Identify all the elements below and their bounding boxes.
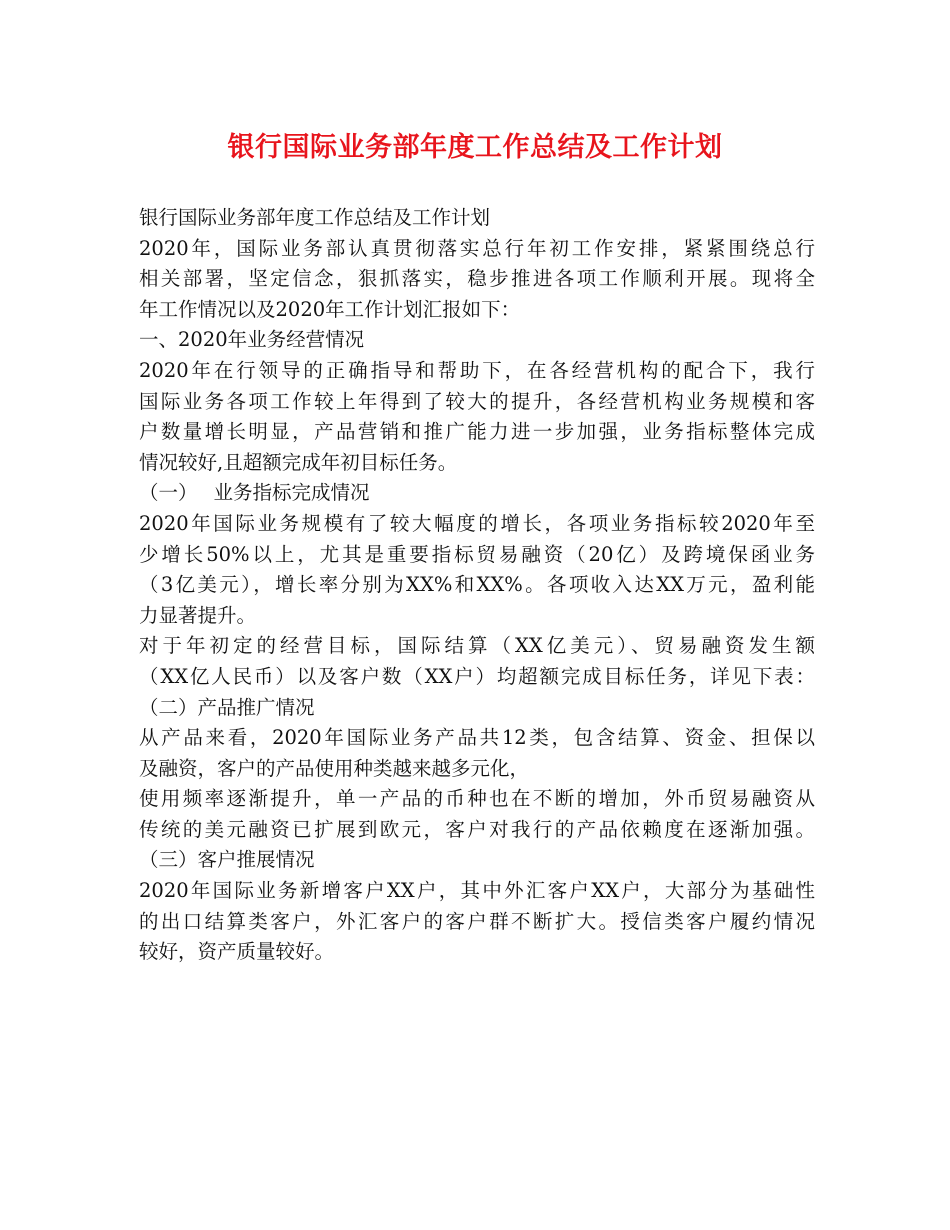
body-line: 的出口结算类客户，外汇客户的客户群不断扩大。授信类客户履约情况 — [139, 909, 815, 933]
body-line: （三）客户推展情况 — [139, 848, 315, 872]
body-line: 年工作情况以及2020年工作计划汇报如下： — [139, 297, 521, 321]
body-line: 少增长50%以上，尤其是重要指标贸易融资（20亿）及跨境保函业务 — [139, 542, 815, 566]
body-line: 及融资，客户的产品使用种类越来越多元化， — [139, 756, 530, 780]
body-line: 2020年国际业务规模有了较大幅度的增长，各项业务指标较2020年至 — [139, 511, 815, 535]
body-line: 从产品来看，2020年国际业务产品共12类，包含结算、资金、担保以 — [139, 726, 815, 750]
document-body — [139, 203, 815, 968]
body-line: 较好，资产质量较好。 — [139, 940, 335, 964]
body-line: 2020年国际业务新增客户XX户，其中外汇客户XX户，大部分为基础性 — [139, 879, 815, 903]
body-line: 户数量增长明显，产品营销和推广能力进一步加强，业务指标整体完成 — [139, 420, 815, 444]
body-line: 2020年在行领导的正确指导和帮助下，在各经营机构的配合下，我行 — [139, 358, 815, 382]
body-line: （XX亿人民币）以及客户数（XX户）均超额完成目标任务，详见下表： — [139, 664, 815, 688]
body-line: 使用频率逐渐提升，单一产品的币种也在不断的增加，外币贸易融资从 — [139, 787, 815, 811]
document-title: 银行国际业务部年度工作总结及工作计划 — [227, 132, 723, 163]
body-line: 银行国际业务部年度工作总结及工作计划 — [139, 206, 491, 229]
body-line: 一、2020年业务经营情况 — [139, 328, 365, 352]
body-line: 国际业务各项工作较上年得到了较大的提升，各经营机构业务规模和客 — [139, 389, 815, 413]
body-line: 2020年，国际业务部认真贯彻落实总行年初工作安排，紧紧围绕总行 — [139, 236, 815, 260]
body-line: 传统的美元融资已扩展到欧元，客户对我行的产品依赖度在逐渐加强。 — [139, 817, 815, 841]
body-line: （3亿美元），增长率分别为XX%和XX%。各项收入达XX万元，盈利能 — [139, 573, 815, 597]
body-line: 对于年初定的经营目标，国际结算（XX亿美元）、贸易融资发生额 — [139, 634, 815, 658]
body-line: 情况较好,且超额完成年初目标任务。 — [139, 450, 458, 474]
body-line: （一） 业务指标完成情况 — [139, 481, 370, 505]
body-line: 相关部署，坚定信念，狠抓落实，稳步推进各项工作顺利开展。现将全 — [139, 267, 815, 291]
body-line: （二）产品推广情况 — [139, 695, 315, 719]
body-line: 力显著提升。 — [139, 603, 257, 627]
